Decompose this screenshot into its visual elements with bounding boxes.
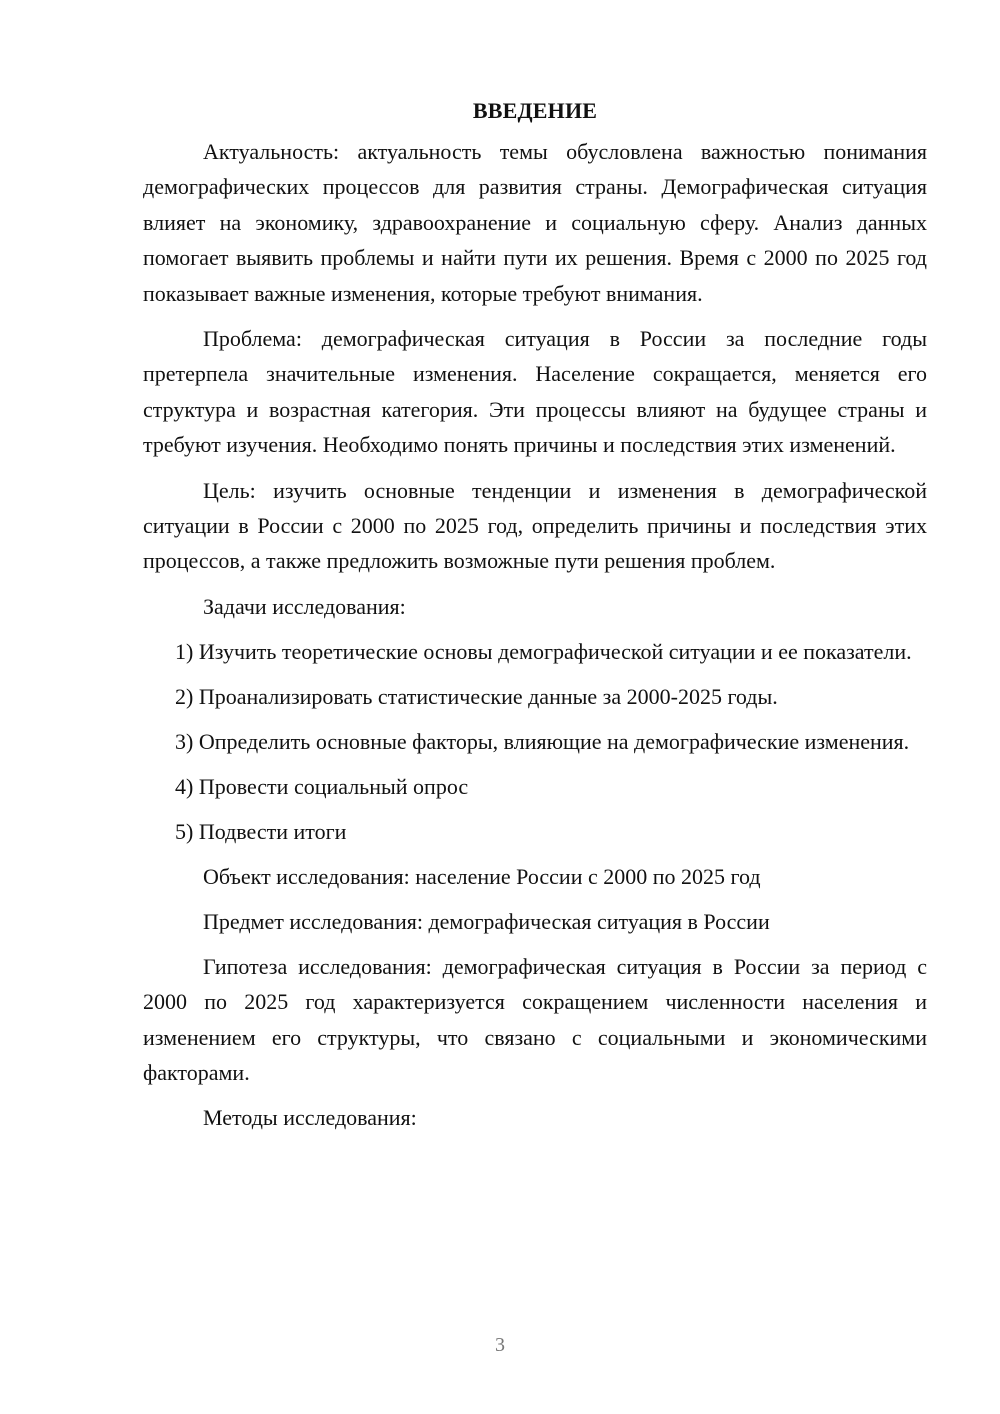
relevance-paragraph: Актуальность: актуальность темы обусловлена важностью понимания демографических процессов для развития страны. Демографическая ситуация влияет на экономику, здравоохранение и социальную сферу. Анализ данных помогает выявить проблемы и найти пути их решения. Время с 2000 по 2025 год показывает важные изменения, которые требуют внимания.: [143, 139, 927, 306]
goal-paragraph: Цель: изучить основные тенденции и изменения в демографической ситуации в России с 2000 по 2025 год, определить причины и последствия этих процессов, а также предложить возможные пути решения проблем.: [143, 477, 927, 574]
subject-paragraph: Предмет исследования: демографическая ситуация в России: [203, 908, 770, 934]
section-title: ВВЕДЕНИЕ: [472, 98, 598, 123]
methods-heading: Методы исследования:: [203, 1105, 417, 1131]
task-item-1: 1) Изучить теоретические основы демографической ситуации и ее показатели.: [175, 638, 912, 664]
tasks-heading: Задачи исследования:: [203, 593, 406, 619]
task-item-3: 3) Определить основные факторы, влияющие на демографические изменения.: [175, 728, 910, 754]
task-item-4: 4) Провести социальный опрос: [175, 773, 469, 799]
object-paragraph: Объект исследования: население России с 2000 по 2025 год: [203, 863, 761, 889]
task-item-5: 5) Подвести итоги: [175, 818, 347, 844]
page-number: 3: [495, 1334, 505, 1356]
hypothesis-paragraph: Гипотеза исследования: демографическая ситуация в России за период с 2000 по 2025 год характеризуется сокращением численности населения и изменением его структуры, что связано с социальными и экономическими факторами.: [143, 953, 927, 1086]
document-page: [143, 94, 927, 1136]
task-item-2: 2) Проанализировать статистические данные за 2000-2025 годы.: [175, 683, 778, 709]
problem-paragraph: Проблема: демографическая ситуация в России за последние годы претерпела значительные изменения. Население сокращается, меняется его структура и возрастная категория. Эти процессы влияют на будущее страны и требуют изучения. Необходимо понять причины и последствия этих изменений.: [143, 326, 927, 458]
